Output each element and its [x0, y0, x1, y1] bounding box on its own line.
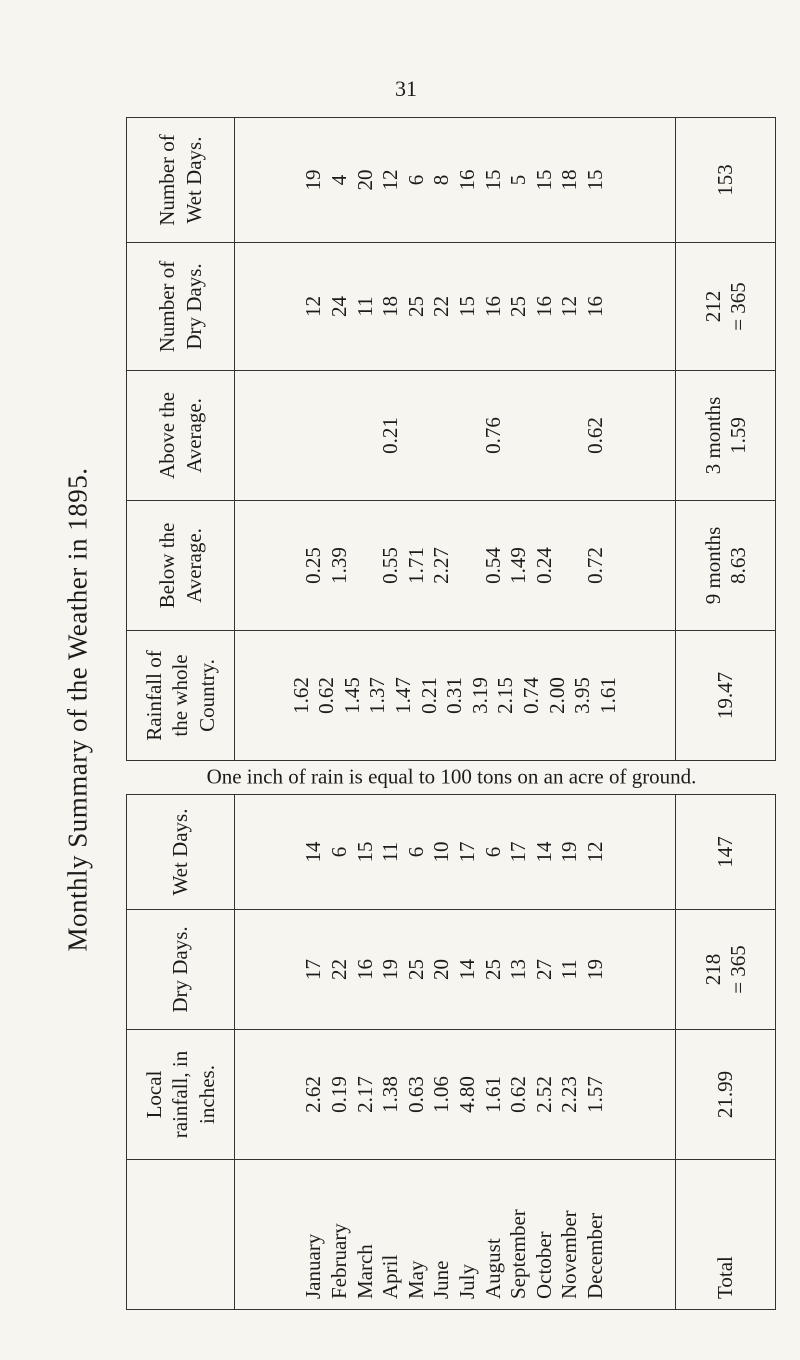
number-dry-days-value: 16 — [531, 296, 556, 317]
number-dry-days-value: 12 — [557, 296, 582, 317]
above-average-value — [301, 377, 327, 494]
rain-note: One inch of rain is equal to 100 tons on an acre of ground. — [206, 765, 697, 789]
header-month — [127, 1160, 235, 1310]
wet-days-value: 14 — [531, 841, 556, 863]
total-above-average-label: 3 months — [700, 396, 725, 475]
below-average-value — [455, 507, 481, 624]
dry-days-value: 14 — [455, 959, 479, 980]
above-average-value — [353, 377, 379, 494]
weather-summary-table — [126, 117, 776, 1310]
rainfall-country-value: 1.62 — [288, 677, 313, 714]
total-number-dry-days-cell — [676, 243, 776, 371]
months-value: July — [455, 1263, 479, 1299]
below-average-value: 0.55 — [378, 547, 403, 584]
below-average-value: 1.49 — [506, 547, 531, 584]
dry-days-value: 19 — [378, 959, 403, 980]
number-dry-days-value: 25 — [506, 296, 531, 317]
wet-days-value: 12 — [582, 841, 607, 863]
months-value: September — [506, 1209, 531, 1299]
monthly-data-row — [235, 118, 676, 1310]
months-value: April — [378, 1254, 403, 1299]
above-average-value — [455, 377, 481, 494]
number-wet-days-value: 6 — [403, 174, 428, 186]
local-rainfall-value: 2.52 — [531, 1076, 556, 1113]
total-local-rainfall: 21.99 — [676, 1030, 776, 1160]
number-wet-days-value: 20 — [352, 169, 377, 191]
months-value: January — [301, 1233, 326, 1299]
running-title: Monthly Summary of the Weather in 1895. — [62, 467, 93, 952]
local-rainfall-value: 2.62 — [301, 1076, 326, 1113]
months-value: May — [403, 1260, 428, 1299]
number-dry-days-value: 25 — [403, 296, 428, 317]
below-average-value: 1.39 — [327, 547, 352, 584]
above-average-value — [557, 377, 583, 494]
wet-days-value: 6 — [403, 846, 428, 858]
number-dry-days-value: 12 — [301, 296, 326, 317]
rainfall-country-value: 0.21 — [416, 677, 441, 714]
dry-days-value: 20 — [429, 959, 454, 980]
number-dry-days-column — [235, 243, 676, 371]
number-wet-days-column — [235, 118, 676, 243]
local-rainfall-value: 1.38 — [378, 1076, 403, 1113]
number-dry-days-value: 22 — [429, 296, 454, 317]
rain-note-cell — [127, 761, 776, 795]
local-rainfall-value: 4.80 — [455, 1076, 479, 1113]
header-row — [127, 118, 235, 1310]
below-average-value — [353, 507, 379, 624]
weather-table-rotated — [126, 118, 776, 1310]
wet-days-value: 6 — [327, 846, 352, 858]
local-rainfall-value: 1.57 — [582, 1076, 607, 1113]
total-dry-days-cell — [676, 910, 776, 1030]
header-rainfall-country: Rainfall of the whole Country. — [127, 631, 235, 761]
number-wet-days-value: 16 — [455, 169, 479, 191]
above-average-value: 0.76 — [480, 417, 505, 454]
above-average-value — [506, 377, 532, 494]
number-wet-days-value: 15 — [480, 169, 505, 191]
total-wet-days: 147 — [676, 795, 776, 910]
months-value: August — [480, 1238, 505, 1299]
header-dry-days: Dry Days. — [127, 910, 235, 1030]
above-average-value — [532, 377, 558, 494]
dry-days-value: 13 — [506, 959, 531, 980]
dry-days-column — [235, 910, 676, 1030]
local-rainfall-value: 1.06 — [429, 1076, 454, 1113]
number-wet-days-value: 15 — [582, 169, 607, 191]
header-number-dry-days: Number of Dry Days. — [127, 243, 235, 371]
wet-days-value: 11 — [378, 841, 403, 863]
header-above-average: Above the Average. — [127, 371, 235, 501]
wet-days-value: 10 — [429, 841, 454, 863]
months-value: October — [531, 1231, 556, 1299]
number-wet-days-value: 19 — [301, 169, 326, 191]
wet-days-column — [235, 795, 676, 910]
number-wet-days-value: 4 — [327, 174, 352, 186]
total-below-average-cell — [676, 501, 776, 631]
number-dry-days-value: 16 — [480, 296, 505, 317]
number-dry-days-value: 18 — [378, 296, 403, 317]
months-value: November — [557, 1210, 582, 1299]
rainfall-country-value: 0.62 — [314, 677, 339, 714]
rainfall-country-value: 3.19 — [467, 677, 492, 714]
total-number-dry-days: 212 — [700, 290, 725, 323]
rainfall-country-column — [235, 631, 676, 761]
above-average-column — [235, 371, 676, 501]
total-label: Total — [676, 1160, 776, 1310]
wet-days-value: 17 — [455, 841, 479, 863]
rainfall-country-value: 1.61 — [595, 677, 620, 714]
total-above-average-cell — [676, 371, 776, 501]
rainfall-country-value: 1.37 — [365, 677, 390, 714]
total-number-dry-days-sum: = 365 — [725, 282, 750, 331]
dry-days-value: 11 — [557, 959, 582, 980]
rainfall-country-value: 2.15 — [493, 677, 518, 714]
total-below-average-value: 8.63 — [725, 547, 750, 584]
wet-days-value: 14 — [301, 841, 326, 863]
wet-days-value: 6 — [480, 846, 505, 858]
local-rainfall-column — [235, 1030, 676, 1160]
number-dry-days-value: 15 — [455, 296, 479, 317]
wet-days-value: 17 — [506, 841, 531, 863]
rainfall-country-value: 1.45 — [339, 677, 364, 714]
below-average-value: 0.24 — [531, 547, 556, 584]
below-average-value: 0.54 — [480, 547, 505, 584]
number-dry-days-value: 11 — [352, 296, 377, 317]
local-rainfall-value: 1.61 — [480, 1076, 505, 1113]
dry-days-value: 27 — [531, 959, 556, 980]
header-wet-days: Wet Days. — [127, 795, 235, 910]
below-average-value: 1.71 — [403, 547, 428, 584]
above-average-value: 0.21 — [378, 417, 403, 454]
wet-days-value: 15 — [352, 841, 377, 863]
dry-days-value: 25 — [480, 959, 505, 980]
rainfall-country-value: 3.95 — [570, 677, 595, 714]
number-dry-days-value: 24 — [327, 296, 352, 317]
below-average-value: 2.27 — [429, 547, 454, 584]
local-rainfall-value: 0.62 — [506, 1076, 531, 1113]
total-row — [676, 118, 776, 1310]
rainfall-country-value: 2.00 — [544, 677, 569, 714]
local-rainfall-value: 0.19 — [327, 1076, 352, 1113]
dry-days-value: 22 — [327, 959, 352, 980]
above-average-value: 0.62 — [582, 417, 607, 454]
number-wet-days-value: 12 — [378, 169, 403, 191]
page-number: 31 — [395, 76, 417, 101]
number-wet-days-value: 18 — [557, 169, 582, 191]
total-rainfall-country: 19.47 — [676, 631, 776, 761]
total-number-wet-days: 153 — [676, 118, 776, 243]
local-rainfall-value: 0.63 — [403, 1076, 428, 1113]
below-average-value — [557, 507, 583, 624]
number-wet-days-value: 8 — [429, 174, 454, 186]
rainfall-country-value: 1.47 — [391, 677, 416, 714]
rainfall-country-value: 0.74 — [518, 677, 543, 714]
below-average-column — [235, 501, 676, 631]
rainfall-country-value: 0.31 — [442, 677, 467, 714]
total-above-average-value: 1.59 — [725, 417, 750, 454]
local-rainfall-value: 2.23 — [557, 1076, 582, 1113]
number-dry-days-value: 16 — [582, 296, 607, 317]
wet-days-value: 19 — [557, 841, 582, 863]
above-average-value — [404, 377, 430, 494]
total-dry-days: 218 — [700, 953, 725, 986]
total-below-average-label: 9 months — [700, 526, 725, 605]
above-average-value — [327, 377, 353, 494]
dry-days-value: 25 — [403, 959, 428, 980]
month-column — [235, 1160, 676, 1310]
header-below-average: Below the Average. — [127, 501, 235, 631]
header-local-rainfall: Local rainfall, in inches. — [127, 1030, 235, 1160]
below-average-value: 0.25 — [301, 547, 326, 584]
above-average-value — [429, 377, 455, 494]
dry-days-value: 17 — [301, 959, 326, 980]
total-dry-days-sum: = 365 — [725, 945, 750, 994]
header-number-wet-days: Number of Wet Days. — [127, 118, 235, 243]
months-value: December — [582, 1212, 607, 1299]
number-wet-days-value: 5 — [506, 174, 531, 186]
number-wet-days-value: 15 — [531, 169, 556, 191]
dry-days-value: 19 — [582, 959, 607, 980]
dry-days-value: 16 — [352, 959, 377, 980]
local-rainfall-value: 2.17 — [352, 1076, 377, 1113]
months-value: March — [352, 1244, 377, 1299]
weather-table-wrapper — [126, 118, 776, 1310]
months-value: February — [327, 1223, 352, 1299]
below-average-value: 0.72 — [582, 547, 607, 584]
months-value: June — [429, 1260, 454, 1299]
